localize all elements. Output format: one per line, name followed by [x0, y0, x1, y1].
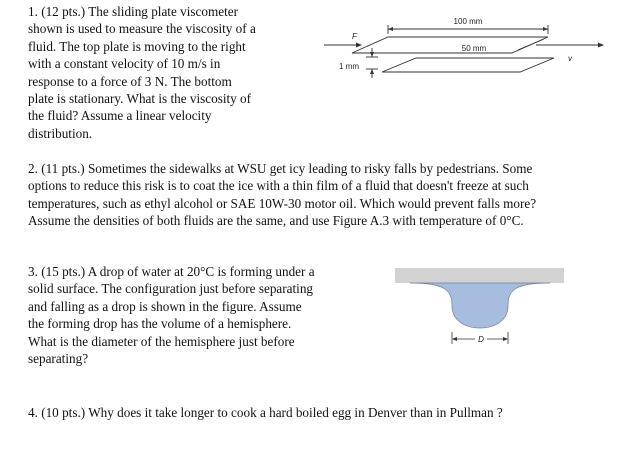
diameter-label: D [478, 335, 484, 344]
problem-3-line: the forming drop has the volume of a hemisphere. [28, 316, 292, 332]
force-label: F [352, 32, 357, 41]
problem-1-line: the fluid? Assume a linear velocity [28, 108, 212, 124]
problem-4-line: 4. (10 pts.) Why does it take longer to cook a hard boiled egg in Denver than in Pullman ? [28, 405, 503, 420]
problem-3-line: What is the diameter of the hemisphere just before [28, 333, 295, 349]
solid-surface [395, 268, 564, 283]
problem-1-line: with a constant velocity of 10 m/s in [28, 56, 221, 72]
problem-1 [28, 3, 256, 142]
problem-3-line: and falling as a drop is shown in the figure. Assume [28, 298, 302, 314]
problem-1-line: shown is used to measure the viscosity of a [28, 21, 256, 37]
problem-2-line: temperatures, such as ethyl alcohol or SAE 10W-30 motor oil. Which would prevent falls more? [28, 195, 537, 211]
problem-3-line: solid surface. The configuration just before separating [28, 281, 314, 297]
velocity-label: v [568, 54, 572, 63]
problem-1-line: 1. (12 pts.) The sliding plate viscometer [28, 4, 238, 19]
bottom-plate [382, 58, 554, 72]
problem-3-line: 3. (15 pts.) A drop of water at 20°C is forming under a [28, 264, 315, 279]
problem-4 [28, 404, 503, 421]
problem-1-line: distribution. [28, 125, 93, 141]
problem-1-line: plate is stationary. What is the viscosity of [28, 91, 252, 107]
problem-2-line: Assume the densities of both fluids are the same, and use Figure A.3 with temperature of 0°C. [28, 213, 524, 229]
problem-2-line: options to reduce this risk is to coat the ice with a thin film of a fluid that doesn't freeze at such [28, 178, 529, 194]
water-drop [410, 283, 550, 328]
problem-3-line: separating? [28, 351, 89, 367]
drop-figure [395, 268, 575, 348]
problem-3 [28, 263, 315, 367]
problem-2 [28, 160, 536, 230]
width-label: 50 mm [461, 44, 487, 53]
top-plate [352, 37, 548, 53]
viscometer-figure [300, 10, 620, 90]
length-label: 100 mm [453, 17, 483, 26]
problem-1-line: response to a force of 3 N. The bottom [28, 73, 232, 89]
problem-1-line: fluid. The top plate is moving to the right [28, 38, 246, 54]
problem-2-line: 2. (11 pts.) Sometimes the sidewalks at WSU get icy leading to risky falls by pedestrians. Some [28, 161, 533, 176]
gap-label: 1 mm [339, 62, 359, 71]
